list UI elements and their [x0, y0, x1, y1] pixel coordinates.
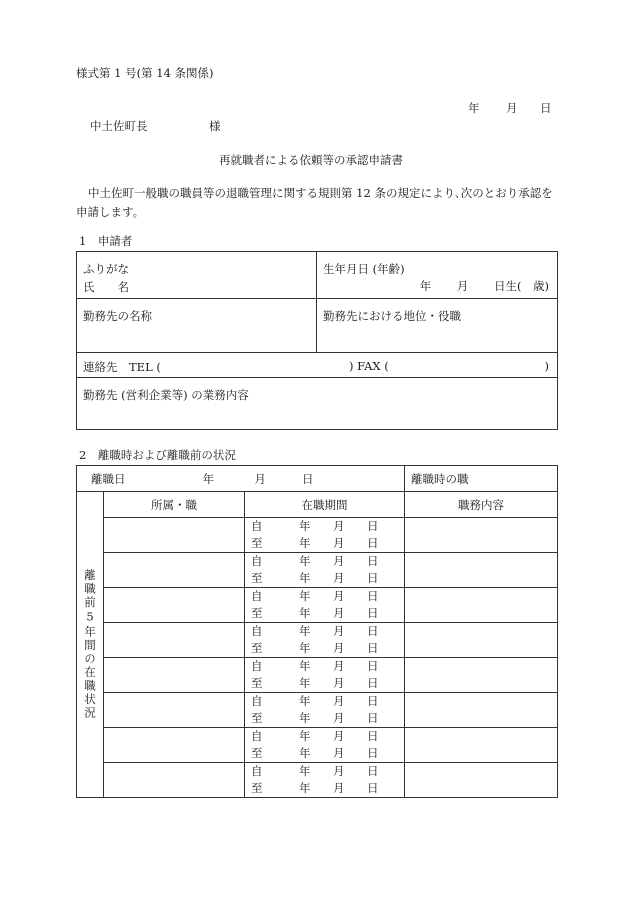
period-from [245, 588, 404, 605]
career-rows [77, 492, 558, 798]
vertical-label-cell [77, 492, 104, 798]
birth-day-age: 日生( 歳) [494, 279, 549, 293]
from-year: 年 [299, 694, 311, 708]
period-to [245, 570, 404, 587]
retire-year: 年 [202, 471, 215, 486]
affiliation-input[interactable] [104, 728, 245, 763]
from-year: 年 [299, 764, 311, 778]
from-year: 年 [299, 519, 311, 533]
date-month: 月 [506, 101, 518, 115]
from-month: 月 [333, 659, 345, 673]
position-cell[interactable] [317, 299, 558, 353]
to-month: 月 [333, 711, 345, 725]
name-cell[interactable] [77, 252, 317, 299]
duties-input[interactable] [405, 728, 558, 763]
to-day: 日 [367, 676, 379, 690]
from-year: 年 [299, 729, 311, 743]
from-label: 自 [251, 589, 263, 603]
period-cell[interactable] [245, 763, 405, 798]
period-from [245, 623, 404, 640]
period-cell[interactable] [245, 658, 405, 693]
from-day: 日 [367, 764, 379, 778]
from-day: 日 [367, 519, 379, 533]
career-row [77, 763, 558, 798]
affiliation-input[interactable] [104, 588, 245, 623]
period-to [245, 535, 404, 552]
to-day: 日 [367, 536, 379, 550]
to-day: 日 [367, 571, 379, 585]
period-from [245, 728, 404, 745]
from-label: 自 [251, 554, 263, 568]
career-row [77, 658, 558, 693]
business-cell[interactable] [77, 378, 558, 430]
to-label: 至 [251, 711, 263, 725]
business-label: 勤務先 (営利企業等) の業務内容 [83, 388, 249, 402]
to-day: 日 [367, 781, 379, 795]
career-row [77, 693, 558, 728]
birth-year: 年 [419, 279, 432, 293]
to-label: 至 [251, 606, 263, 620]
document-title: 再就職者による依頼等の承認申請書 [219, 153, 403, 167]
addressee-name: 中土佐町長 [90, 119, 148, 133]
fax-label: ) FAX ( [349, 359, 389, 373]
period-cell[interactable] [245, 553, 405, 588]
from-year: 年 [299, 659, 311, 673]
to-month: 月 [333, 536, 345, 550]
from-year: 年 [299, 554, 311, 568]
career-table [76, 465, 558, 798]
to-year: 年 [299, 571, 311, 585]
tel-label: 連絡先 TEL ( [83, 360, 161, 374]
to-year: 年 [299, 641, 311, 655]
duties-input[interactable] [405, 553, 558, 588]
period-from [245, 553, 404, 570]
to-day: 日 [367, 641, 379, 655]
to-label: 至 [251, 746, 263, 760]
to-year: 年 [299, 781, 311, 795]
vertical-label: 離職前5年間の在職状況 [83, 569, 97, 720]
career-row [77, 728, 558, 763]
to-year: 年 [299, 711, 311, 725]
section1-heading: 1 申請者 [79, 234, 133, 248]
duties-input[interactable] [405, 658, 558, 693]
from-month: 月 [333, 589, 345, 603]
to-month: 月 [333, 746, 345, 760]
duties-input[interactable] [405, 588, 558, 623]
to-day: 日 [367, 711, 379, 725]
name-label: 氏 名 [83, 280, 129, 294]
to-day: 日 [367, 606, 379, 620]
from-day: 日 [367, 624, 379, 638]
career-row [77, 553, 558, 588]
to-day: 日 [367, 746, 379, 760]
from-label: 自 [251, 519, 263, 533]
header-affiliation: 所属・職 [104, 492, 245, 518]
period-cell[interactable] [245, 693, 405, 728]
to-label: 至 [251, 676, 263, 690]
period-to [245, 605, 404, 622]
from-label: 自 [251, 659, 263, 673]
duties-input[interactable] [405, 693, 558, 728]
period-from [245, 658, 404, 675]
to-label: 至 [251, 571, 263, 585]
retire-month: 月 [254, 471, 266, 486]
career-row [77, 518, 558, 553]
duties-input[interactable] [405, 623, 558, 658]
from-month: 月 [333, 729, 345, 743]
retire-date-label: 離職日 [91, 471, 126, 486]
from-label: 自 [251, 729, 263, 743]
from-month: 月 [333, 624, 345, 638]
period-from [245, 518, 404, 535]
retire-post-label: 離職時の職 [411, 471, 469, 486]
to-month: 月 [333, 571, 345, 585]
affiliation-input[interactable] [104, 518, 245, 553]
fax-close-paren: ) [544, 359, 549, 373]
from-month: 月 [333, 694, 345, 708]
birth-month: 月 [456, 279, 469, 293]
from-day: 日 [367, 589, 379, 603]
from-label: 自 [251, 694, 263, 708]
period-from [245, 693, 404, 710]
from-month: 月 [333, 764, 345, 778]
career-row [77, 623, 558, 658]
period-to [245, 675, 404, 692]
period-cell[interactable] [245, 518, 405, 553]
duties-input[interactable] [405, 763, 558, 798]
period-cell[interactable] [245, 623, 405, 658]
contact-cell[interactable] [77, 353, 558, 378]
period-to [245, 780, 404, 797]
date-year: 年 [468, 101, 480, 115]
from-day: 日 [367, 554, 379, 568]
header-duties: 職務内容 [405, 492, 558, 518]
affiliation-input[interactable] [104, 658, 245, 693]
period-to [245, 745, 404, 762]
career-row [77, 588, 558, 623]
to-label: 至 [251, 641, 263, 655]
affiliation-input[interactable] [104, 693, 245, 728]
period-from [245, 763, 404, 780]
birthdate-cell[interactable] [317, 252, 558, 299]
to-month: 月 [333, 641, 345, 655]
position-label: 勤務先における地位・役職 [323, 309, 461, 323]
section2-heading: 2 離職時および離職前の状況 [79, 448, 236, 462]
addressee-honorific: 様 [209, 119, 221, 133]
affiliation-input[interactable] [104, 553, 245, 588]
affiliation-input[interactable] [104, 763, 245, 798]
from-year: 年 [299, 624, 311, 638]
birthdate-label: 生年月日 (年齢) [323, 262, 405, 276]
to-month: 月 [333, 606, 345, 620]
applicant-table [76, 251, 558, 430]
to-label: 至 [251, 781, 263, 795]
period-cell[interactable] [245, 728, 405, 763]
from-year: 年 [299, 589, 311, 603]
to-year: 年 [299, 676, 311, 690]
retire-day: 日 [301, 471, 314, 486]
retire-post-cell[interactable] [405, 466, 558, 492]
retire-date-cell[interactable] [77, 466, 405, 492]
affiliation-input[interactable] [104, 623, 245, 658]
from-day: 日 [367, 729, 379, 743]
from-label: 自 [251, 764, 263, 778]
period-cell[interactable] [245, 588, 405, 623]
employer-cell[interactable] [77, 299, 317, 353]
duties-input[interactable] [405, 518, 558, 553]
birthdate-fields [420, 278, 549, 294]
from-month: 月 [333, 554, 345, 568]
from-day: 日 [367, 694, 379, 708]
form-number: 様式第 1 号(第 14 条関係) [76, 66, 214, 80]
from-month: 月 [333, 519, 345, 533]
to-month: 月 [333, 676, 345, 690]
date-day: 日 [540, 101, 552, 115]
employer-label: 勤務先の名称 [83, 309, 152, 323]
period-to [245, 640, 404, 657]
to-year: 年 [299, 746, 311, 760]
header-period: 在職期間 [245, 492, 405, 518]
furigana-label: ふりがな [83, 262, 129, 276]
to-year: 年 [299, 536, 311, 550]
period-to [245, 710, 404, 727]
to-month: 月 [333, 781, 345, 795]
to-year: 年 [299, 606, 311, 620]
from-day: 日 [367, 659, 379, 673]
from-label: 自 [251, 624, 263, 638]
intro-paragraph: 中土佐町一般職の職員等の退職管理に関する規則第 12 条の規定により､次のとおり承認を申請します。 [76, 186, 553, 219]
to-label: 至 [251, 536, 263, 550]
